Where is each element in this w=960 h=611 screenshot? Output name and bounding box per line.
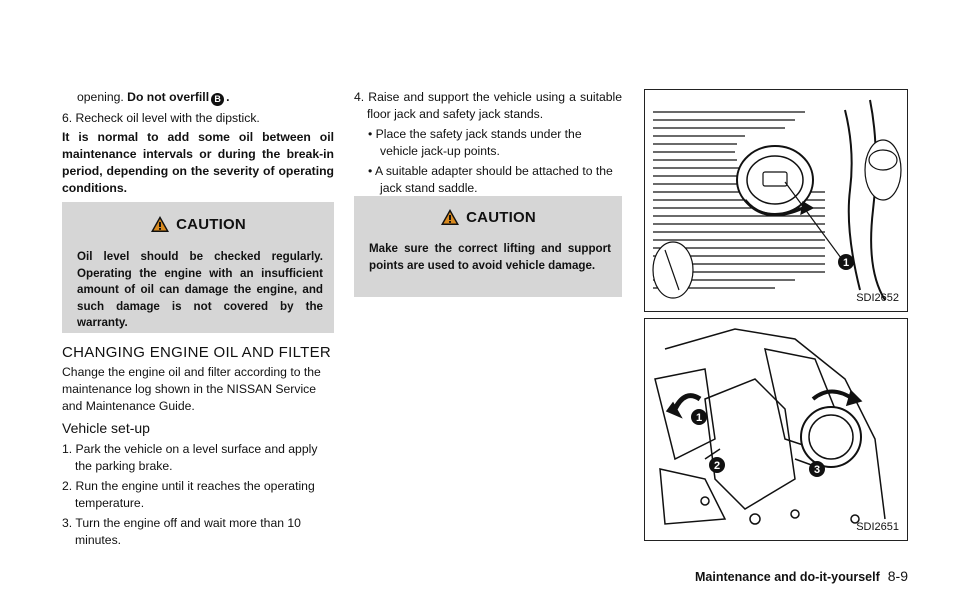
step-1: 1. Park the vehicle on a level surface and apply the parking brake. [62, 442, 318, 473]
bullet-2: • A suitable adapter should be attached to the jack stand saddle. [368, 164, 613, 195]
bullet-1: • Place the safety jack stands under the vehicle jack-up points. [368, 127, 582, 158]
continuation-line [77, 89, 337, 106]
caution-box-1 [62, 202, 334, 333]
page-footer [695, 568, 908, 584]
cont-end: . [226, 90, 230, 104]
callout-2-label: 2 [713, 460, 721, 472]
page-number: 8-9 [887, 568, 908, 584]
cont-bold: Do not overfill [127, 90, 210, 104]
figure-label-top: SDI2652 [856, 292, 899, 304]
callout-1-label-b: 1 [695, 412, 703, 424]
step-4: 4. Raise and support the vehicle using a suitable floor jack and safety jack stands. [354, 90, 622, 121]
caution-body-2: Make sure the correct lifting and support points are used to avoid vehicle damage. [369, 242, 611, 272]
footer-section: Maintenance and do-it-yourself [695, 570, 880, 584]
warning-triangle-icon [150, 215, 170, 233]
figure-engine-oil-cap [644, 89, 908, 312]
normal-note: It is normal to add some oil between oil maintenance intervals or during the break-in period, depending on the severity of operating conditions. [62, 130, 334, 195]
caution-header-2 [354, 208, 622, 226]
caution-title-2: CAUTION [466, 208, 536, 226]
step-6: 6. Recheck oil level with the dipstick. [62, 111, 260, 125]
subsection-title: Vehicle set-up [62, 420, 150, 436]
callout-1-label: 1 [842, 257, 850, 269]
section-intro: Change the engine oil and filter according to the maintenance log shown in the NISSAN Service and Maintenance Guide. [62, 365, 321, 413]
caution-box-2 [354, 196, 622, 297]
step-2: 2. Run the engine until it reaches the operating temperature. [62, 479, 315, 510]
figure-label-bottom: SDI2651 [856, 521, 899, 533]
caution-body: Oil level should be checked regularly. Operating the engine with an insufficient amount of oil can damage the engine, and such damage is not covered by the warranty. [77, 250, 323, 329]
engine-top-illustration [645, 90, 908, 312]
caution-title: CAUTION [176, 215, 246, 233]
engine-underside-illustration [645, 319, 908, 541]
cont-pre: opening. [77, 90, 124, 104]
marker-b-icon: B [211, 93, 224, 106]
section-title: CHANGING ENGINE OIL AND FILTER [62, 344, 332, 361]
caution-header [62, 215, 334, 233]
warning-triangle-icon [440, 208, 460, 226]
figure-oil-filter [644, 318, 908, 541]
callout-3-label: 3 [813, 464, 821, 476]
step-3: 3. Turn the engine off and wait more than 10 minutes. [62, 516, 301, 547]
